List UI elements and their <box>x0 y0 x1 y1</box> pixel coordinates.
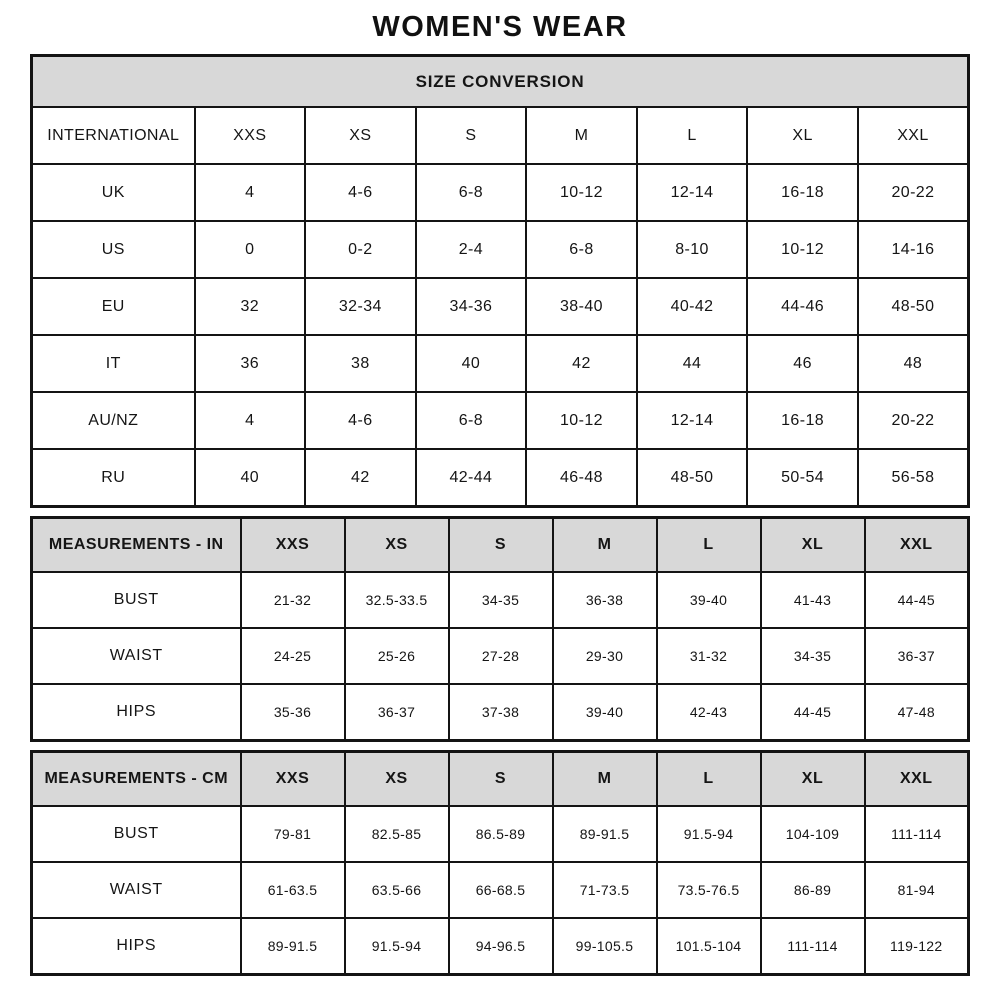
table-row <box>32 806 969 862</box>
cell-value: 34-35 <box>449 572 553 628</box>
cell-value: 94-96.5 <box>449 918 553 975</box>
cell-value: 24-25 <box>241 628 345 684</box>
row-label: HIPS <box>32 684 241 741</box>
cell-value: 38-40 <box>526 278 637 335</box>
table-row <box>32 918 969 975</box>
column-header: M <box>553 518 657 573</box>
cell-value: 10-12 <box>526 392 637 449</box>
cell-value: 71-73.5 <box>553 862 657 918</box>
cell-value: 48-50 <box>637 449 748 507</box>
cell-value: 40 <box>195 449 306 507</box>
column-header: L <box>657 752 761 807</box>
cell-value: 46 <box>747 335 858 392</box>
cell-value: 32.5-33.5 <box>345 572 449 628</box>
measurements-cm-header-row <box>32 752 969 807</box>
cell-value: 47-48 <box>865 684 969 741</box>
row-label: UK <box>32 164 195 221</box>
cell-value: 89-91.5 <box>241 918 345 975</box>
size-conversion-table <box>30 54 970 508</box>
cell-value: 35-36 <box>241 684 345 741</box>
cell-value: 42 <box>526 335 637 392</box>
column-header: S <box>449 752 553 807</box>
cell-value: 36-37 <box>345 684 449 741</box>
column-header: M <box>526 107 637 164</box>
cell-value: 79-81 <box>241 806 345 862</box>
cell-value: 34-35 <box>761 628 865 684</box>
cell-value: 4-6 <box>305 392 416 449</box>
cell-value: 46-48 <box>526 449 637 507</box>
cell-value: 66-68.5 <box>449 862 553 918</box>
cell-value: 86.5-89 <box>449 806 553 862</box>
measurements-cm-title: MEASUREMENTS - CM <box>32 752 241 807</box>
column-header: XS <box>345 752 449 807</box>
table-gap <box>0 508 1000 516</box>
cell-value: 6-8 <box>526 221 637 278</box>
cell-value: 2-4 <box>416 221 527 278</box>
cell-value: 10-12 <box>747 221 858 278</box>
cell-value: 44-45 <box>865 572 969 628</box>
cell-value: 37-38 <box>449 684 553 741</box>
cell-value: 111-114 <box>761 918 865 975</box>
cell-value: 36-37 <box>865 628 969 684</box>
row-label: BUST <box>32 572 241 628</box>
column-header: XS <box>305 107 416 164</box>
cell-value: 40 <box>416 335 527 392</box>
cell-value: 0 <box>195 221 306 278</box>
page-title: WOMEN'S WEAR <box>372 11 628 43</box>
column-header: S <box>449 518 553 573</box>
cell-value: 16-18 <box>747 392 858 449</box>
cell-value: 44-45 <box>761 684 865 741</box>
cell-value: 63.5-66 <box>345 862 449 918</box>
cell-value: 31-32 <box>657 628 761 684</box>
measurements-in-title: MEASUREMENTS - IN <box>32 518 241 573</box>
cell-value: 4-6 <box>305 164 416 221</box>
row-label: US <box>32 221 195 278</box>
cell-value: 42-44 <box>416 449 527 507</box>
cell-value: 86-89 <box>761 862 865 918</box>
column-header: XL <box>747 107 858 164</box>
table-row <box>32 628 969 684</box>
cell-value: 99-105.5 <box>553 918 657 975</box>
column-header: INTERNATIONAL <box>32 107 195 164</box>
cell-value: 36-38 <box>553 572 657 628</box>
table-row <box>32 684 969 741</box>
table-row <box>32 392 969 449</box>
table-row <box>32 572 969 628</box>
cell-value: 111-114 <box>865 806 969 862</box>
cell-value: 14-16 <box>858 221 969 278</box>
cell-value: 38 <box>305 335 416 392</box>
measurements-in-table <box>30 516 970 742</box>
cell-value: 6-8 <box>416 164 527 221</box>
cell-value: 104-109 <box>761 806 865 862</box>
column-header: L <box>657 518 761 573</box>
cell-value: 119-122 <box>865 918 969 975</box>
row-label: RU <box>32 449 195 507</box>
size-conversion-body <box>32 164 969 507</box>
cell-value: 16-18 <box>747 164 858 221</box>
row-label: EU <box>32 278 195 335</box>
cell-value: 32-34 <box>305 278 416 335</box>
cell-value: 32 <box>195 278 306 335</box>
cell-value: 4 <box>195 164 306 221</box>
cell-value: 91.5-94 <box>345 918 449 975</box>
cell-value: 21-32 <box>241 572 345 628</box>
cell-value: 42 <box>305 449 416 507</box>
size-conversion-title-row <box>32 56 969 108</box>
cell-value: 25-26 <box>345 628 449 684</box>
column-header: S <box>416 107 527 164</box>
cell-value: 8-10 <box>637 221 748 278</box>
column-header: XXS <box>195 107 306 164</box>
column-header: XL <box>761 752 865 807</box>
cell-value: 61-63.5 <box>241 862 345 918</box>
column-header: XXS <box>241 518 345 573</box>
cell-value: 36 <box>195 335 306 392</box>
cell-value: 41-43 <box>761 572 865 628</box>
table-gap <box>0 742 1000 750</box>
cell-value: 6-8 <box>416 392 527 449</box>
table-row <box>32 164 969 221</box>
column-header: XXL <box>858 107 969 164</box>
cell-value: 12-14 <box>637 164 748 221</box>
cell-value: 81-94 <box>865 862 969 918</box>
table-row <box>32 221 969 278</box>
cell-value: 50-54 <box>747 449 858 507</box>
column-header: L <box>637 107 748 164</box>
row-label: WAIST <box>32 862 241 918</box>
row-label: WAIST <box>32 628 241 684</box>
row-label: AU/NZ <box>32 392 195 449</box>
cell-value: 42-43 <box>657 684 761 741</box>
cell-value: 101.5-104 <box>657 918 761 975</box>
table-row <box>32 335 969 392</box>
cell-value: 39-40 <box>657 572 761 628</box>
cell-value: 20-22 <box>858 392 969 449</box>
size-conversion-title: SIZE CONVERSION <box>32 56 969 108</box>
cell-value: 44-46 <box>747 278 858 335</box>
measurements-cm-body <box>32 806 969 975</box>
column-header: M <box>553 752 657 807</box>
row-label: IT <box>32 335 195 392</box>
table-row <box>32 862 969 918</box>
cell-value: 73.5-76.5 <box>657 862 761 918</box>
size-conversion-columns-row <box>32 107 969 164</box>
cell-value: 56-58 <box>858 449 969 507</box>
measurements-in-body <box>32 572 969 741</box>
column-header: XXS <box>241 752 345 807</box>
cell-value: 20-22 <box>858 164 969 221</box>
cell-value: 0-2 <box>305 221 416 278</box>
cell-value: 4 <box>195 392 306 449</box>
cell-value: 39-40 <box>553 684 657 741</box>
column-header: XL <box>761 518 865 573</box>
cell-value: 10-12 <box>526 164 637 221</box>
column-header: XXL <box>865 752 969 807</box>
cell-value: 34-36 <box>416 278 527 335</box>
cell-value: 48-50 <box>858 278 969 335</box>
measurements-in-header-row <box>32 518 969 573</box>
measurements-cm-table <box>30 750 970 976</box>
cell-value: 40-42 <box>637 278 748 335</box>
cell-value: 44 <box>637 335 748 392</box>
table-row <box>32 449 969 507</box>
cell-value: 82.5-85 <box>345 806 449 862</box>
cell-value: 91.5-94 <box>657 806 761 862</box>
cell-value: 89-91.5 <box>553 806 657 862</box>
cell-value: 12-14 <box>637 392 748 449</box>
column-header: XXL <box>865 518 969 573</box>
row-label: HIPS <box>32 918 241 975</box>
row-label: BUST <box>32 806 241 862</box>
cell-value: 48 <box>858 335 969 392</box>
cell-value: 27-28 <box>449 628 553 684</box>
table-row <box>32 278 969 335</box>
column-header: XS <box>345 518 449 573</box>
cell-value: 29-30 <box>553 628 657 684</box>
